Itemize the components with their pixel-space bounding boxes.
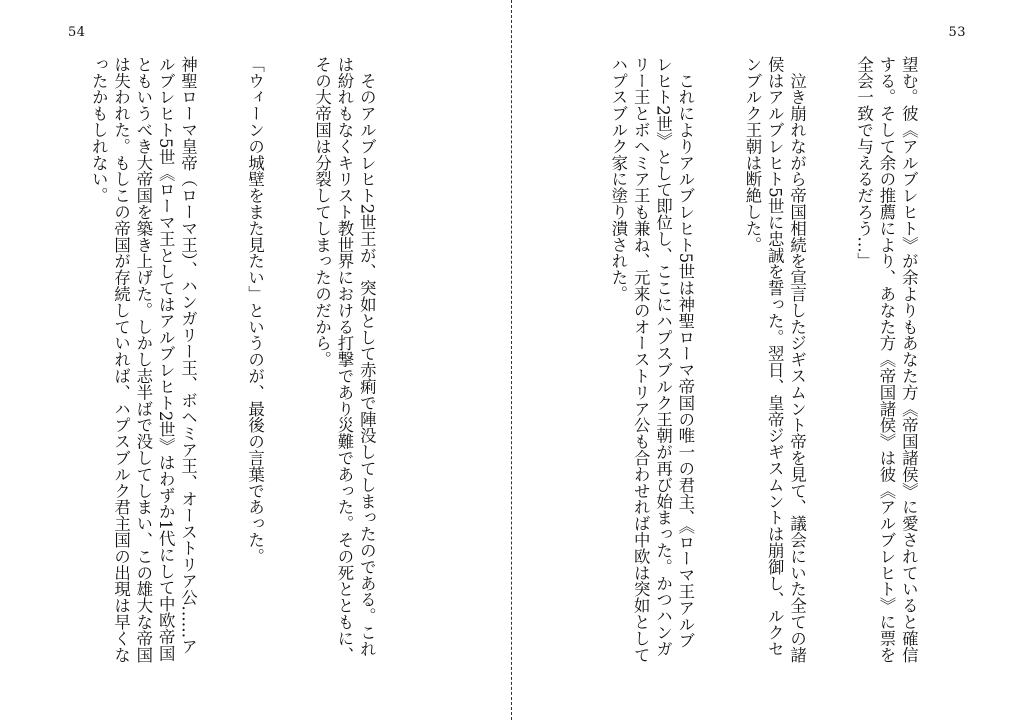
page-number-left: 54 <box>68 25 86 40</box>
paragraph: そのアルブレヒト2世王が、突如として赤痢で陣没してしまったのである。これは紛れもなくキリスト教世界における打撃であり災難であった。その死とともに、その大帝国は分裂してしまったのだから。 <box>312 56 377 663</box>
paragraph: 「ウィーンの城壁をまた見たい」というのが、最後の言葉であった。 <box>245 56 265 565</box>
left-page-text <box>66 56 422 664</box>
paragraph: これによりアルブレヒト5世は神聖ローマ帝国の唯一の君主、《ローマ王アルブレヒト2世》として即位し、ここにハプスブルク王朝が再び始まった。かつハンガリー王とボヘミア王も兼ね、元来のオーストリア公も合わせれば中欧は突如としてハプスブルク家に塗り潰された。 <box>608 56 695 663</box>
page-divider <box>511 0 512 720</box>
paragraph: 泣き崩れながら帝国相続を宣言したジギスムント帝を見て、議会にいた全ての諸侯はアルブレヒト5世に忠誠を誓った。翌日、皇帝ジギスムントは崩御し、ルクセンブルク王朝は断絶した。 <box>742 56 807 663</box>
paragraph: 神聖ローマ皇帝（ローマ王）、ハンガリー王、ボヘミア王、オーストリア公……アルブレヒト5世《ローマ王としてはアルブレヒト2世》はわずか1代にして中欧帝国ともいうべき大帝国を築き上げた。しかし志半ばで没してしまい、この雄大な帝国は失われた。もしこの帝国が存続していれば、ハプスブルク君主国の出現は早くなったかもしれない。 <box>89 56 198 663</box>
left-page <box>0 0 510 720</box>
paragraph: 望む。彼《アルブレヒト》が余よりもあなた方《帝国諸侯》に愛されていると確信する。そして余の推薦により、あなた方《帝国諸侯》は彼《アルブレヒト》に票を全会一致で与えるだろう…」 <box>854 56 919 663</box>
right-page <box>514 0 1024 720</box>
right-page-text <box>604 56 964 664</box>
page-number-right: 53 <box>948 25 966 40</box>
